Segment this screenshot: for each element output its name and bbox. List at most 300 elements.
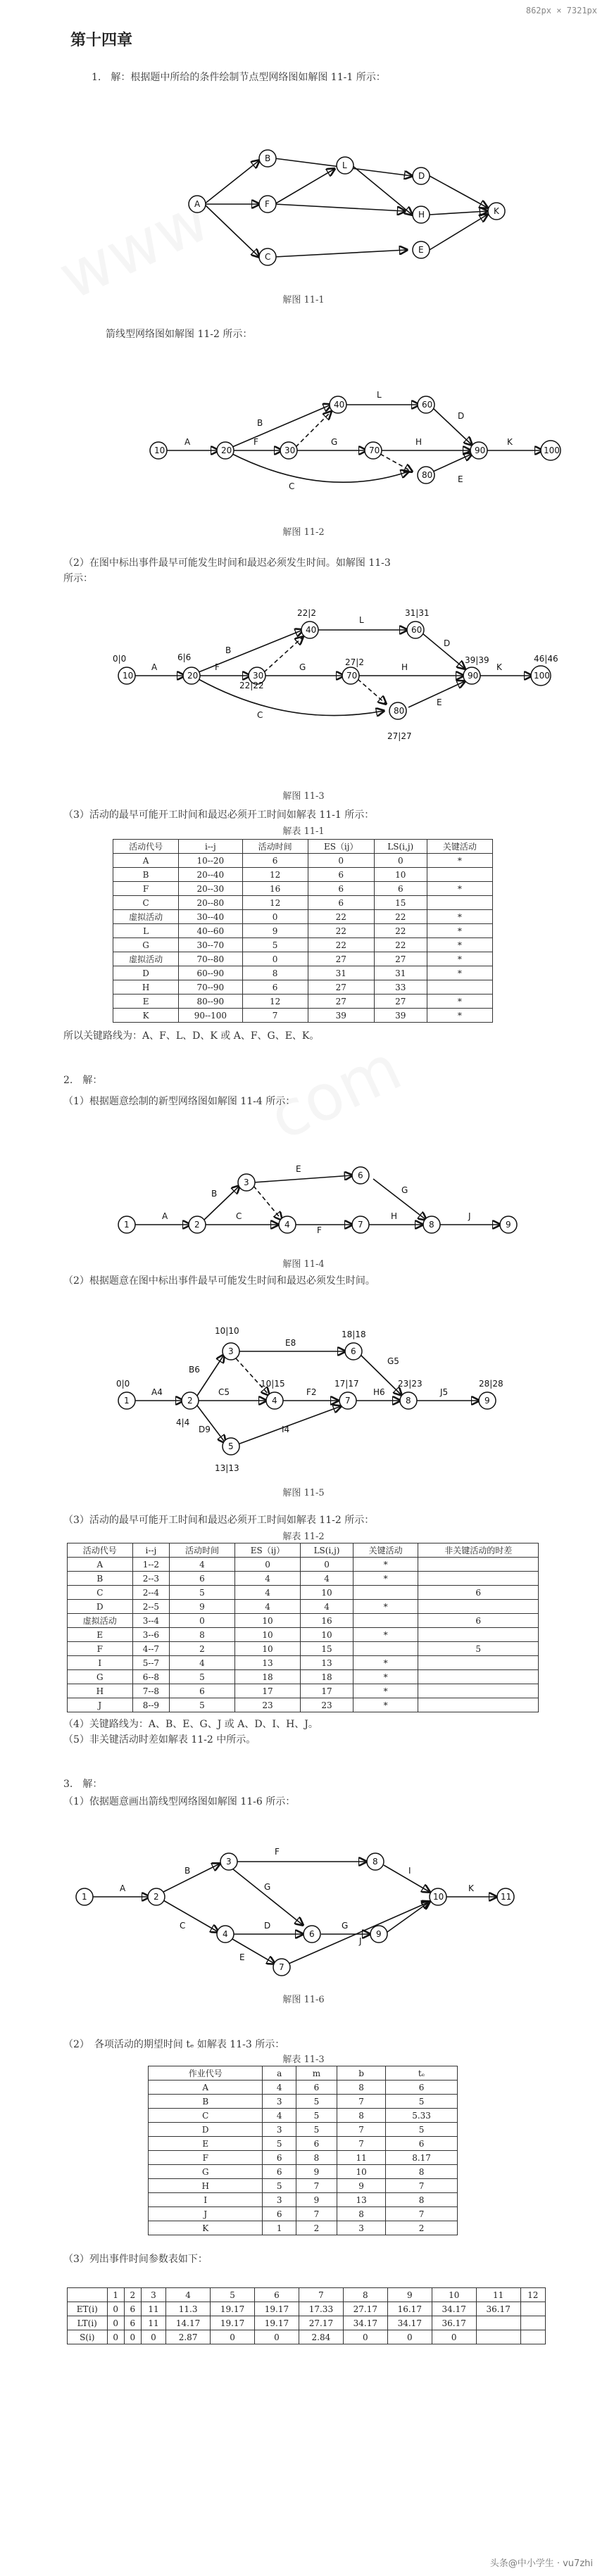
- table-cell: 6: [124, 2302, 141, 2316]
- table-cell: 5: [418, 1642, 539, 1656]
- table-row: [113, 995, 493, 1009]
- table-cell: *: [353, 1656, 418, 1670]
- table-cell: 7--8: [132, 1684, 170, 1698]
- table-cell: C: [68, 1586, 133, 1600]
- table-cell: 3: [263, 2095, 296, 2109]
- svg-text:H6: H6: [373, 1387, 385, 1397]
- table-cell: 0: [374, 854, 427, 868]
- table-cell: I: [149, 2193, 263, 2207]
- table-header-cell: LS(i,j): [301, 1543, 353, 1558]
- svg-text:G5: G5: [387, 1356, 399, 1366]
- table-row: [68, 1586, 539, 1600]
- table-cell: [427, 980, 492, 995]
- table-row: [113, 966, 493, 980]
- svg-text:F: F: [275, 1847, 280, 1857]
- table-row: [149, 2193, 458, 2207]
- svg-text:40: 40: [334, 400, 345, 410]
- q1-intro3b: 所示：: [63, 573, 93, 584]
- table-cell: 13: [337, 2193, 385, 2207]
- table-header-cell: a: [263, 2066, 296, 2081]
- table-cell: 虚拟活动: [113, 910, 179, 924]
- table-cell: 10: [337, 2165, 385, 2179]
- table-cell: 11.3: [166, 2302, 211, 2316]
- table-cell: 7: [242, 1009, 308, 1023]
- table-row: [113, 854, 493, 868]
- svg-text:0|0: 0|0: [116, 1379, 130, 1389]
- table-row: [68, 1642, 539, 1656]
- table-cell: 0: [107, 2316, 124, 2330]
- table-cell: 5: [263, 2179, 296, 2193]
- svg-text:K: K: [468, 1883, 474, 1893]
- svg-text:C: C: [257, 710, 263, 720]
- q3-intro1: （1）依据题意画出箭线型网络图如解图 11-6 所示：: [63, 1796, 296, 1807]
- table-cell: [520, 2330, 545, 2344]
- svg-text:B6: B6: [189, 1365, 200, 1375]
- svg-text:2: 2: [187, 1396, 193, 1406]
- svg-text:B: B: [225, 645, 232, 655]
- table-cell: 1--2: [132, 1558, 170, 1572]
- table-cell: 34.17: [343, 2316, 387, 2330]
- table-row: [68, 1614, 539, 1628]
- table-row: [68, 1684, 539, 1698]
- svg-text:30: 30: [253, 671, 264, 681]
- table-cell: 17: [234, 1684, 300, 1698]
- table-cell: 27: [374, 952, 427, 966]
- svg-text:2: 2: [154, 1892, 159, 1902]
- table-cell: 36.17: [432, 2316, 476, 2330]
- table-cell: 27: [308, 995, 374, 1009]
- table-cell: [418, 1698, 539, 1712]
- table-header-cell: 活动时间: [242, 840, 308, 854]
- svg-text:22|22: 22|22: [239, 681, 264, 690]
- q2-intro2: （2）根据题意在图中标出事件最早可能发生时间和最迟必须发生时间。: [63, 1275, 375, 1287]
- table-cell: [418, 1572, 539, 1586]
- table-header-cell: 1: [107, 2288, 124, 2302]
- table-cell: 6: [386, 2081, 458, 2095]
- table-cell: 2--5: [132, 1600, 170, 1614]
- table-header-cell: 6: [255, 2288, 299, 2302]
- svg-text:11: 11: [501, 1892, 512, 1902]
- svg-text:4: 4: [223, 1929, 228, 1939]
- table-row: [68, 1600, 539, 1614]
- table-cell: 9: [170, 1600, 235, 1614]
- svg-text:40: 40: [306, 625, 317, 635]
- table-header-cell: 活动代号: [68, 1543, 133, 1558]
- table-cell: 8: [337, 2109, 385, 2123]
- table-header-cell: 关键活动: [353, 1543, 418, 1558]
- table-row: [113, 980, 493, 995]
- svg-text:H: H: [391, 1211, 398, 1221]
- table-row: [68, 2330, 546, 2344]
- table-header-cell: b: [337, 2066, 385, 2081]
- svg-text:10: 10: [154, 446, 165, 455]
- svg-text:4|4: 4|4: [176, 1418, 190, 1427]
- table-cell: 17: [301, 1684, 353, 1698]
- table-11-2-title: 解表 11-2: [282, 1532, 325, 1542]
- table-cell: 6: [263, 2151, 296, 2165]
- svg-text:23|23: 23|23: [398, 1379, 423, 1389]
- svg-text:60: 60: [422, 400, 433, 410]
- table-cell: 0: [234, 1558, 300, 1572]
- table-cell: *: [353, 1572, 418, 1586]
- table-cell: 11: [141, 2316, 165, 2330]
- event-time-table: [67, 2287, 546, 2344]
- svg-text:100: 100: [544, 446, 560, 455]
- table-row: [68, 1670, 539, 1684]
- table-cell: *: [427, 910, 492, 924]
- table-cell: 39: [374, 1009, 427, 1023]
- table-cell: *: [353, 1670, 418, 1684]
- table-cell: 4: [170, 1656, 235, 1670]
- table-row: [68, 1558, 539, 1572]
- table-row: [113, 868, 493, 882]
- diagram-11-3: [0, 598, 607, 760]
- table-header-cell: tₑ: [386, 2066, 458, 2081]
- svg-text:F: F: [265, 199, 270, 209]
- table-cell: 22: [374, 924, 427, 938]
- table-cell: ET(i): [68, 2302, 108, 2316]
- table-cell: 6: [386, 2137, 458, 2151]
- table-header-cell: 5: [211, 2288, 255, 2302]
- svg-text:2: 2: [194, 1220, 200, 1230]
- table-cell: 22: [374, 910, 427, 924]
- table-cell: 31: [308, 966, 374, 980]
- table-cell: 33: [374, 980, 427, 995]
- table-cell: H: [149, 2179, 263, 2193]
- svg-text:D: D: [264, 1921, 271, 1931]
- table-cell: 23: [234, 1698, 300, 1712]
- chapter-title: 第十四章: [70, 31, 133, 49]
- table-cell: 0: [141, 2330, 165, 2344]
- table-cell: D: [113, 966, 179, 980]
- table-row: [149, 2081, 458, 2095]
- table-cell: 6: [170, 1572, 235, 1586]
- svg-text:B: B: [184, 1866, 191, 1876]
- table-cell: 7: [386, 2207, 458, 2221]
- table-cell: 17.33: [299, 2302, 343, 2316]
- table-11-1: [113, 839, 493, 1023]
- table-cell: 9: [337, 2179, 385, 2193]
- svg-text:5: 5: [228, 1441, 234, 1451]
- table-header-cell: ES（ij）: [308, 840, 374, 854]
- table-cell: *: [427, 924, 492, 938]
- table-cell: 5: [296, 2123, 337, 2137]
- table-cell: 12: [242, 868, 308, 882]
- table-cell: 3: [337, 2221, 385, 2235]
- svg-text:C5: C5: [218, 1387, 230, 1397]
- q2-intro1: （1）根据题意绘制的新型网络图如解图 11-4 所示：: [63, 1096, 296, 1107]
- table-cell: F: [113, 882, 179, 896]
- svg-text:100: 100: [534, 671, 550, 681]
- table-row: [149, 2151, 458, 2165]
- table-cell: 0: [242, 952, 308, 966]
- table-row: [149, 2109, 458, 2123]
- table-cell: E: [113, 995, 179, 1009]
- table-cell: 14.17: [166, 2316, 211, 2330]
- table-cell: 3--4: [132, 1614, 170, 1628]
- table-cell: G: [68, 1670, 133, 1684]
- table-cell: 虚拟活动: [113, 952, 179, 966]
- footer-watermark: 头条@中小学生 · vu7zhi: [489, 2558, 593, 2569]
- table-cell: 13: [234, 1656, 300, 1670]
- table-cell: 8: [337, 2207, 385, 2221]
- table-row: [113, 882, 493, 896]
- table-cell: [418, 1656, 539, 1670]
- svg-text:G: G: [342, 1921, 349, 1931]
- table-cell: 0: [343, 2330, 387, 2344]
- table-cell: 4: [263, 2109, 296, 2123]
- table-cell: 20--80: [179, 896, 242, 910]
- svg-text:G: G: [331, 437, 338, 447]
- table-11-2: [67, 1543, 539, 1712]
- svg-text:I4: I4: [282, 1425, 290, 1434]
- table-cell: 8.17: [386, 2151, 458, 2165]
- svg-text:90: 90: [468, 671, 479, 681]
- table-cell: 6: [418, 1586, 539, 1600]
- table-cell: *: [353, 1558, 418, 1572]
- table-cell: [427, 868, 492, 882]
- table-cell: [520, 2316, 545, 2330]
- caption-11-4: 解图 11-4: [282, 1259, 325, 1270]
- table-header-cell: 活动代号: [113, 840, 179, 854]
- table-cell: I: [68, 1656, 133, 1670]
- table-cell: [520, 2302, 545, 2316]
- table-cell: A: [68, 1558, 133, 1572]
- svg-text:17|17: 17|17: [334, 1379, 359, 1389]
- svg-text:27|27: 27|27: [387, 731, 412, 741]
- table-cell: 30--70: [179, 938, 242, 952]
- svg-text:10: 10: [123, 671, 134, 681]
- table-cell: 11: [337, 2151, 385, 2165]
- table-row: [68, 1628, 539, 1642]
- diagram-11-6: [0, 1823, 607, 1985]
- table-cell: B: [113, 868, 179, 882]
- table-cell: 0: [255, 2330, 299, 2344]
- svg-text:F: F: [215, 662, 220, 672]
- svg-text:G: G: [299, 662, 306, 672]
- svg-text:1: 1: [82, 1892, 87, 1902]
- svg-text:3: 3: [228, 1346, 234, 1356]
- svg-text:A: A: [194, 199, 201, 209]
- svg-text:G: G: [264, 1882, 271, 1892]
- table-cell: 6: [418, 1614, 539, 1628]
- svg-text:D9: D9: [199, 1425, 211, 1434]
- diagram-11-4: [0, 1116, 607, 1249]
- table-cell: *: [427, 952, 492, 966]
- table-11-3: [148, 2066, 458, 2235]
- table-11-3-title: 解表 11-3: [282, 2054, 325, 2065]
- svg-text:30: 30: [284, 446, 296, 455]
- table-cell: 6: [296, 2081, 337, 2095]
- table-cell: 2--4: [132, 1586, 170, 1600]
- table-cell: 5.33: [386, 2109, 458, 2123]
- table-cell: 19.17: [211, 2316, 255, 2330]
- table-header-cell: 10: [432, 2288, 476, 2302]
- caption-11-5: 解图 11-5: [282, 1488, 325, 1498]
- table-row: [68, 1698, 539, 1712]
- table-cell: 5: [170, 1670, 235, 1684]
- caption-11-6: 解图 11-6: [282, 1995, 325, 2005]
- table-row: [149, 2207, 458, 2221]
- table-header-row: [113, 840, 493, 854]
- table-cell: E: [149, 2137, 263, 2151]
- table-cell: K: [113, 1009, 179, 1023]
- table-header-cell: LS(i,j): [374, 840, 427, 854]
- table-cell: 90--100: [179, 1009, 242, 1023]
- svg-text:3: 3: [226, 1857, 232, 1867]
- table-cell: 12: [242, 995, 308, 1009]
- svg-text:E: E: [239, 1952, 245, 1962]
- table-cell: 6: [296, 2137, 337, 2151]
- svg-text:10|15: 10|15: [261, 1379, 285, 1389]
- table-cell: 27: [308, 980, 374, 995]
- table-cell: 6: [308, 868, 374, 882]
- q1-intro2: 箭线型网络图如解图 11-2 所示：: [106, 329, 253, 340]
- table-cell: 2.84: [299, 2330, 343, 2344]
- table-cell: *: [427, 995, 492, 1009]
- table-cell: B: [68, 1572, 133, 1586]
- table-cell: 6: [170, 1684, 235, 1698]
- table-cell: 5: [263, 2137, 296, 2151]
- table-cell: A: [149, 2081, 263, 2095]
- table-cell: J: [68, 1698, 133, 1712]
- table-cell: 34.17: [432, 2302, 476, 2316]
- svg-text:D: D: [458, 411, 465, 421]
- table-cell: 6: [242, 980, 308, 995]
- table-header-cell: m: [296, 2066, 337, 2081]
- table-cell: 10: [301, 1586, 353, 1600]
- table-cell: 20--40: [179, 868, 242, 882]
- table-cell: *: [353, 1698, 418, 1712]
- table-cell: 19.17: [255, 2316, 299, 2330]
- svg-text:J5: J5: [440, 1387, 449, 1397]
- diagram-11-2: [0, 366, 607, 507]
- table-cell: 22: [308, 938, 374, 952]
- svg-text:3: 3: [244, 1177, 249, 1187]
- table-cell: 18: [301, 1670, 353, 1684]
- svg-text:4: 4: [272, 1396, 277, 1406]
- table-cell: 4: [263, 2081, 296, 2095]
- table-cell: 10: [301, 1628, 353, 1642]
- table-cell: 12: [242, 896, 308, 910]
- table-cell: 22: [308, 910, 374, 924]
- table-cell: 20--30: [179, 882, 242, 896]
- table-header-cell: 9: [387, 2288, 432, 2302]
- svg-text:E: E: [458, 474, 463, 484]
- svg-text:0|0: 0|0: [113, 654, 127, 664]
- table-row: [113, 1009, 493, 1023]
- table-cell: 8: [242, 966, 308, 980]
- table-cell: 30--40: [179, 910, 242, 924]
- table-cell: 5: [170, 1698, 235, 1712]
- table-cell: 6: [263, 2207, 296, 2221]
- svg-text:H: H: [401, 662, 408, 672]
- table-header-cell: 11: [476, 2288, 520, 2302]
- table-cell: 4: [234, 1572, 300, 1586]
- svg-text:70: 70: [346, 671, 358, 681]
- table-row: [149, 2165, 458, 2179]
- table-cell: 70--90: [179, 980, 242, 995]
- table-cell: [418, 1670, 539, 1684]
- table-cell: [353, 1586, 418, 1600]
- table-cell: 4: [301, 1600, 353, 1614]
- table-header-cell: 4: [166, 2288, 211, 2302]
- q1-critical-path: 所以关键路线为：A、F、L、D、K 或 A、F、G、E、K。: [63, 1030, 320, 1042]
- table-cell: 6: [263, 2165, 296, 2179]
- table-cell: K: [149, 2221, 263, 2235]
- table-cell: 60--90: [179, 966, 242, 980]
- table-cell: 2: [170, 1642, 235, 1656]
- svg-text:D: D: [418, 171, 425, 181]
- svg-text:27|2: 27|2: [345, 657, 364, 667]
- table-cell: 19.17: [255, 2302, 299, 2316]
- table-cell: 6: [124, 2316, 141, 2330]
- table-cell: [476, 2330, 520, 2344]
- table-cell: 0: [301, 1558, 353, 1572]
- table-cell: 10: [234, 1614, 300, 1628]
- table-cell: 0: [387, 2330, 432, 2344]
- table-cell: F: [149, 2151, 263, 2165]
- svg-text:F: F: [254, 437, 258, 447]
- table-header-cell: 关键活动: [427, 840, 492, 854]
- table-header-cell: ES（ij）: [234, 1543, 300, 1558]
- svg-text:A: A: [151, 662, 158, 672]
- table-cell: 2: [386, 2221, 458, 2235]
- table-cell: 0: [107, 2302, 124, 2316]
- svg-text:1: 1: [124, 1396, 130, 1406]
- table-cell: 0: [308, 854, 374, 868]
- table-cell: 18: [234, 1670, 300, 1684]
- table-cell: [418, 1628, 539, 1642]
- q2-note1: （4）关键路线为：A、B、E、G、J 或 A、D、I、H、J。: [63, 1719, 318, 1730]
- table-cell: LT(i): [68, 2316, 108, 2330]
- svg-text:9: 9: [376, 1929, 382, 1939]
- svg-text:13|13: 13|13: [215, 1463, 239, 1473]
- table-header-cell: 3: [141, 2288, 165, 2302]
- caption-11-2: 解图 11-2: [282, 527, 325, 538]
- svg-text:39|39: 39|39: [465, 655, 489, 665]
- table-cell: 16: [301, 1614, 353, 1628]
- table-cell: 6: [374, 882, 427, 896]
- q1-intro4: （3）活动的最早可能开工时间和最迟必须开工时间如解表 11-1 所示：: [63, 809, 375, 821]
- table-cell: 15: [301, 1642, 353, 1656]
- svg-text:20: 20: [221, 446, 232, 455]
- q2-intro: 2. 解：: [63, 1075, 103, 1086]
- svg-text:10|10: 10|10: [215, 1326, 239, 1336]
- svg-text:6: 6: [309, 1929, 315, 1939]
- diagram-11-1: [0, 99, 607, 303]
- table-header-cell: 作业代号: [149, 2066, 263, 2081]
- table-cell: 3: [263, 2123, 296, 2137]
- svg-text:H: H: [415, 437, 423, 447]
- table-cell: [418, 1558, 539, 1572]
- q3-intro: 3. 解：: [63, 1779, 103, 1790]
- svg-text:A: A: [120, 1883, 126, 1893]
- table-cell: *: [353, 1600, 418, 1614]
- table-11-1-title: 解表 11-1: [282, 826, 325, 837]
- table-cell: 9: [296, 2193, 337, 2207]
- svg-text:C: C: [236, 1211, 242, 1221]
- q2-intro3: （3）活动的最早可能开工时间和最迟必须开工时间如解表 11-2 所示：: [63, 1515, 375, 1526]
- table-cell: E: [68, 1628, 133, 1642]
- table-cell: 0: [432, 2330, 476, 2344]
- table-cell: 23: [301, 1698, 353, 1712]
- table-cell: 虚拟活动: [68, 1614, 133, 1628]
- table-cell: 13: [301, 1656, 353, 1670]
- svg-text:C: C: [265, 252, 271, 262]
- table-cell: 2.87: [166, 2330, 211, 2344]
- table-cell: [353, 1614, 418, 1628]
